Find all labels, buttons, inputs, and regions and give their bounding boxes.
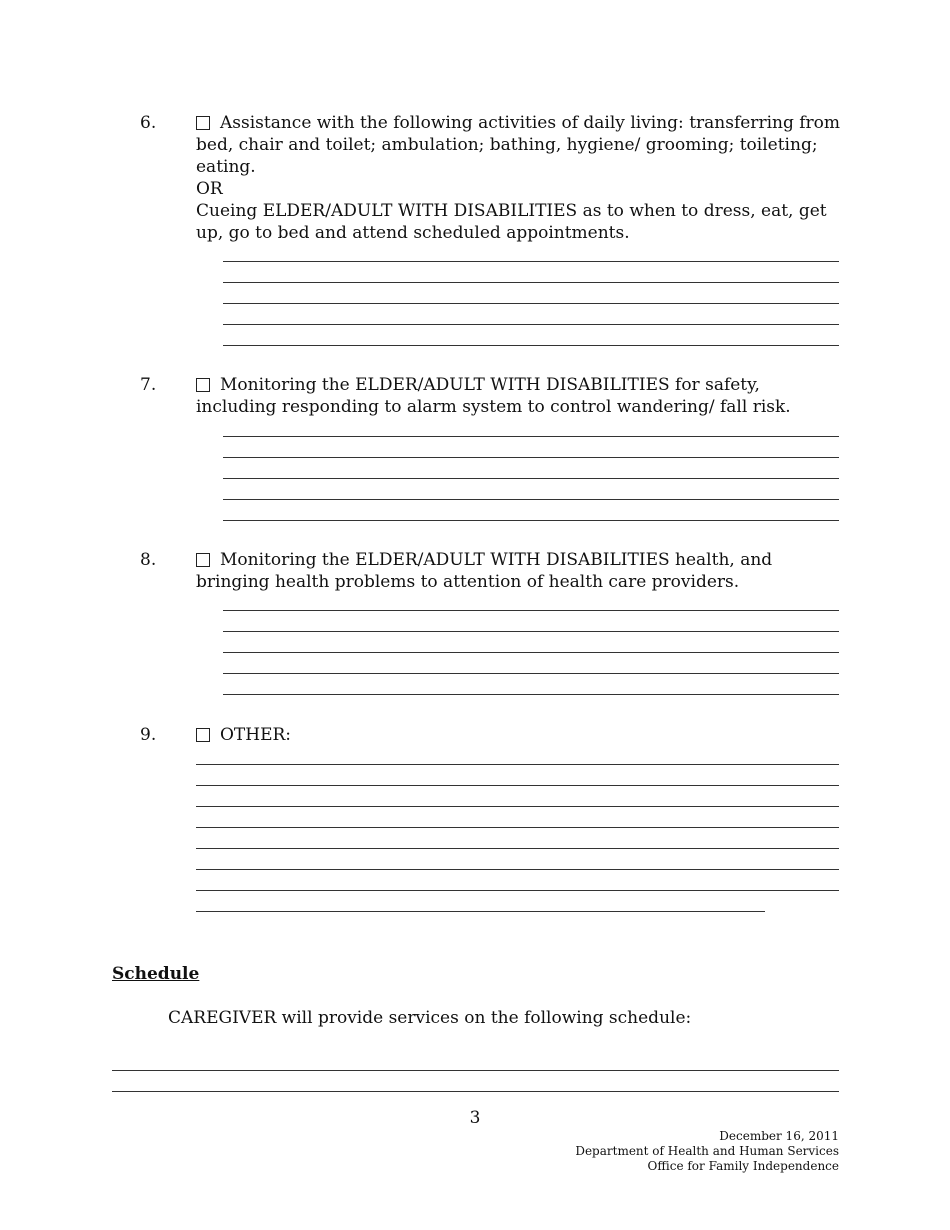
- answer-line[interactable]: [112, 1071, 839, 1092]
- schedule-heading: Schedule: [112, 964, 200, 984]
- item-text: [196, 374, 840, 418]
- item-text: [196, 549, 840, 593]
- item-7-text: Monitoring the ELDER/ADULT WITH DISABILITIES for safety, including responding to alarm system to control wandering/ fall risk.: [196, 375, 791, 417]
- answer-line[interactable]: [112, 1050, 839, 1071]
- answer-line[interactable]: [223, 653, 839, 674]
- schedule-text: CAREGIVER will provide services on the following schedule:: [168, 1008, 692, 1028]
- item-9-text: OTHER:: [220, 725, 292, 745]
- answer-line[interactable]: [196, 891, 765, 912]
- page-number: 3: [469, 1108, 481, 1128]
- item-6-answer-lines: [223, 241, 839, 346]
- item-9-answer-lines: [196, 744, 839, 912]
- answer-line[interactable]: [196, 765, 839, 786]
- item-number: 6.: [140, 113, 157, 133]
- item-8-text: Monitoring the ELDER/ADULT WITH DISABILITIES health, and bringing health problems to attention of health care providers.: [196, 550, 773, 592]
- answer-line[interactable]: [223, 674, 839, 695]
- answer-line[interactable]: [223, 283, 839, 304]
- answer-line[interactable]: [196, 849, 839, 870]
- item-6-or: OR: [196, 179, 223, 199]
- item-8-checkbox[interactable]: [196, 553, 210, 567]
- answer-line[interactable]: [223, 416, 839, 437]
- answer-line[interactable]: [196, 744, 839, 765]
- schedule-answer-lines: [112, 1050, 839, 1092]
- answer-line[interactable]: [223, 325, 839, 346]
- answer-line[interactable]: [223, 500, 839, 521]
- answer-line[interactable]: [223, 437, 839, 458]
- item-number: 9.: [140, 725, 157, 745]
- answer-line[interactable]: [223, 304, 839, 325]
- answer-line[interactable]: [223, 611, 839, 632]
- item-7-answer-lines: [223, 416, 839, 521]
- item-number: 8.: [140, 550, 157, 570]
- footer-office: Office for Family Independence: [647, 1159, 839, 1173]
- answer-line[interactable]: [196, 786, 839, 807]
- item-text: [196, 112, 840, 244]
- item-8-answer-lines: [223, 590, 839, 695]
- item-6-text-1: Assistance with the following activities of daily living: transferring from bed, chair and toilet; ambulation; bathing, hygiene/ grooming; toileting; eating.: [196, 113, 841, 177]
- answer-line[interactable]: [196, 828, 839, 849]
- footer-department: Department of Health and Human Services: [575, 1144, 839, 1158]
- answer-line[interactable]: [223, 479, 839, 500]
- item-text: [196, 724, 840, 746]
- answer-line[interactable]: [223, 458, 839, 479]
- item-7-checkbox[interactable]: [196, 378, 210, 392]
- answer-line[interactable]: [196, 870, 839, 891]
- answer-line[interactable]: [196, 807, 839, 828]
- answer-line[interactable]: [223, 632, 839, 653]
- footer-date: December 16, 2011: [719, 1129, 839, 1143]
- item-9-checkbox[interactable]: [196, 728, 210, 742]
- answer-line[interactable]: [223, 262, 839, 283]
- item-number: 7.: [140, 375, 157, 395]
- item-6-text-2: Cueing ELDER/ADULT WITH DISABILITIES as to when to dress, eat, get up, go to bed and attend scheduled appointments.: [196, 201, 827, 243]
- answer-line[interactable]: [223, 241, 839, 262]
- item-6-checkbox[interactable]: [196, 116, 210, 130]
- footer: [575, 1129, 839, 1174]
- answer-line[interactable]: [223, 590, 839, 611]
